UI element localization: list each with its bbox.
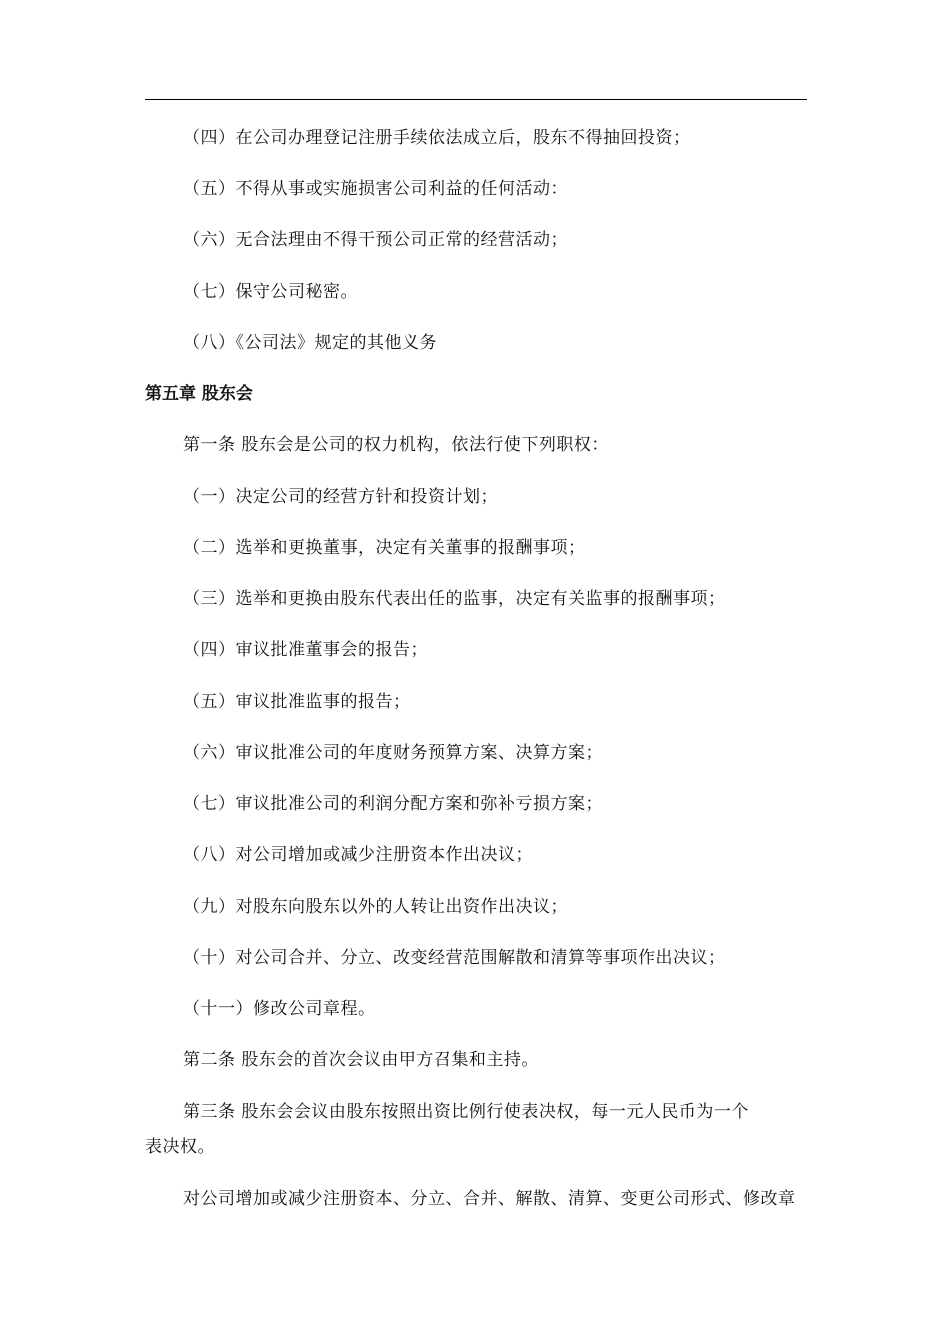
power-item-8: （八）对公司增加或减少注册资本作出决议； bbox=[183, 845, 533, 865]
power-item-4: （四）审议批准董事会的报告； bbox=[183, 640, 428, 660]
header-rule bbox=[145, 99, 807, 100]
power-item-7: （七）审议批准公司的利润分配方案和弥补亏损方案； bbox=[183, 794, 603, 814]
power-item-10: （十）对公司合并、分立、改变经营范围解散和清算等事项作出决议； bbox=[183, 948, 726, 968]
power-item-2: （二）选举和更换董事，决定有关董事的报酬事项； bbox=[183, 538, 586, 558]
duty-item-6: （六）无合法理由不得干预公司正常的经营活动； bbox=[183, 230, 568, 250]
duty-item-5: （五）不得从事或实施损害公司利益的任何活动： bbox=[183, 179, 568, 199]
article-1-intro: 第一条 股东会是公司的权力机构，依法行使下列职权： bbox=[183, 435, 609, 455]
last-paragraph: 对公司增加或减少注册资本、分立、合并、解散、清算、变更公司形式、修改章 bbox=[183, 1189, 796, 1209]
duty-item-7: （七）保守公司秘密。 bbox=[183, 282, 358, 302]
power-item-3: （三）选举和更换由股东代表出任的监事，决定有关监事的报酬事项； bbox=[183, 589, 726, 609]
power-item-6: （六）审议批准公司的年度财务预算方案、决算方案； bbox=[183, 743, 603, 763]
power-item-5: （五）审议批准监事的报告； bbox=[183, 692, 411, 712]
power-item-9: （九）对股东向股东以外的人转让出资作出决议； bbox=[183, 897, 568, 917]
power-item-11: （十一）修改公司章程。 bbox=[183, 999, 376, 1019]
chapter-heading: 第五章 股东会 bbox=[145, 384, 253, 404]
duty-item-4: （四）在公司办理登记注册手续依法成立后，股东不得抽回投资； bbox=[183, 128, 691, 148]
article-2: 第二条 股东会的首次会议由甲方召集和主持。 bbox=[183, 1050, 539, 1070]
power-item-1: （一）决定公司的经营方针和投资计划； bbox=[183, 487, 498, 507]
duty-item-8: （八）《公司法》规定的其他义务 bbox=[183, 333, 437, 353]
article-3-line-2: 表决权。 bbox=[145, 1137, 215, 1157]
article-3-line-1: 第三条 股东会会议由股东按照出资比例行使表决权，每一元人民币为一个 bbox=[183, 1102, 749, 1122]
